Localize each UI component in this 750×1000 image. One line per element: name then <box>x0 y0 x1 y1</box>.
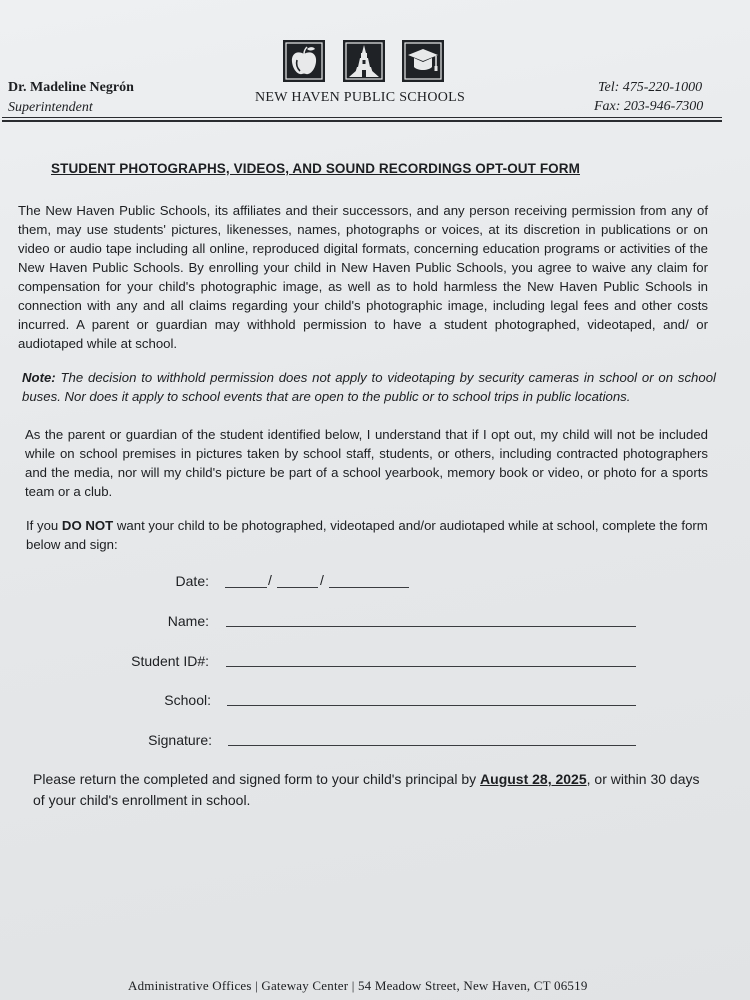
name-label: Name: <box>167 613 209 629</box>
note-label: Note: <box>22 370 56 385</box>
instruction-text-end: want your child to be photographed, videotaped and/or audiotaped while at school, complete the form below and sign: <box>26 518 708 552</box>
intro-paragraph: The New Haven Public Schools, its affiliates and their successors, and any person receiving permission from any of them, may use students' pictures, likenesses, names, photographs or voices, at its discretion in publications or on video or audio tape including all online, reproduced digital formats, concerning education programs or activities of the New Haven Public Schools. By enrolling your child in New Haven Public Schools, you agree to waive any claim for compensation for your child's photographic image, as well as to hold harmless the New Haven Public Schools in connection with any and all claims regarding your child's photographic image, including legal fees and other costs incurred. A parent or guardian may withhold permission to have a student photographed, videotaped, and/ or audiotaped while at school. <box>18 203 708 351</box>
do-not-emphasis: DO NOT <box>61 518 114 533</box>
graduation-cap-icon <box>402 40 444 82</box>
consent-paragraph: As the parent or guardian of the student identified below, I understand that if I opt out, my child will not be included while on school premises in pictures taken by school staff, students, or others, including contracted photographers and the media, nor will my child's picture be part of a school yearbook, memory book or video, or photo for a sports team or a club. <box>25 427 708 499</box>
telephone: Tel: 475-220-1000 <box>598 80 703 95</box>
signature-line[interactable] <box>228 745 636 746</box>
return-instructions <box>33 769 713 811</box>
header-rule-thick <box>2 120 722 122</box>
form-title: STUDENT PHOTOGRAPHS, VIDEOS, AND SOUND RECORDINGS OPT-OUT FORM <box>51 161 580 176</box>
return-text: Please return the completed and signed form to your child's principal by <box>33 771 481 787</box>
instruction-paragraph <box>26 516 710 554</box>
note-text: The decision to withhold permission does not apply to videotaping by security cameras in school or on school buses. Nor does it apply to school events that are open to the public or to school trips in public locations. <box>22 370 716 404</box>
instruction-text: If you <box>26 518 62 533</box>
footer-address: Administrative Offices | Gateway Center | 54 Meadow Street, New Haven, CT 06519 <box>128 978 588 993</box>
date-month-line[interactable] <box>225 587 267 588</box>
date-day-line[interactable] <box>277 587 318 588</box>
signature-label: Signature: <box>148 732 212 748</box>
school-label: School: <box>164 692 211 708</box>
header-rule <box>2 117 722 118</box>
superintendent-title: Superintendent <box>8 100 93 115</box>
return-deadline: August 28, 2025 <box>480 771 587 787</box>
date-label: Date: <box>175 573 209 589</box>
date-separator: / <box>268 572 272 588</box>
student-id-line[interactable] <box>226 666 636 667</box>
return-text-end: , or within 30 days of your child's enrollment in school. <box>33 771 700 808</box>
date-separator: / <box>320 572 324 588</box>
fax: Fax: 203-946-7300 <box>594 99 704 114</box>
organization-name: NEW HAVEN PUBLIC SCHOOLS <box>255 90 466 105</box>
tower-icon <box>343 40 385 82</box>
date-year-line[interactable] <box>329 587 409 588</box>
name-line[interactable] <box>226 626 636 627</box>
apple-icon <box>283 40 325 82</box>
note-paragraph <box>22 368 716 406</box>
student-id-label: Student ID#: <box>131 653 209 669</box>
school-line[interactable] <box>227 705 636 706</box>
superintendent-name: Dr. Madeline Negrón <box>8 80 134 95</box>
